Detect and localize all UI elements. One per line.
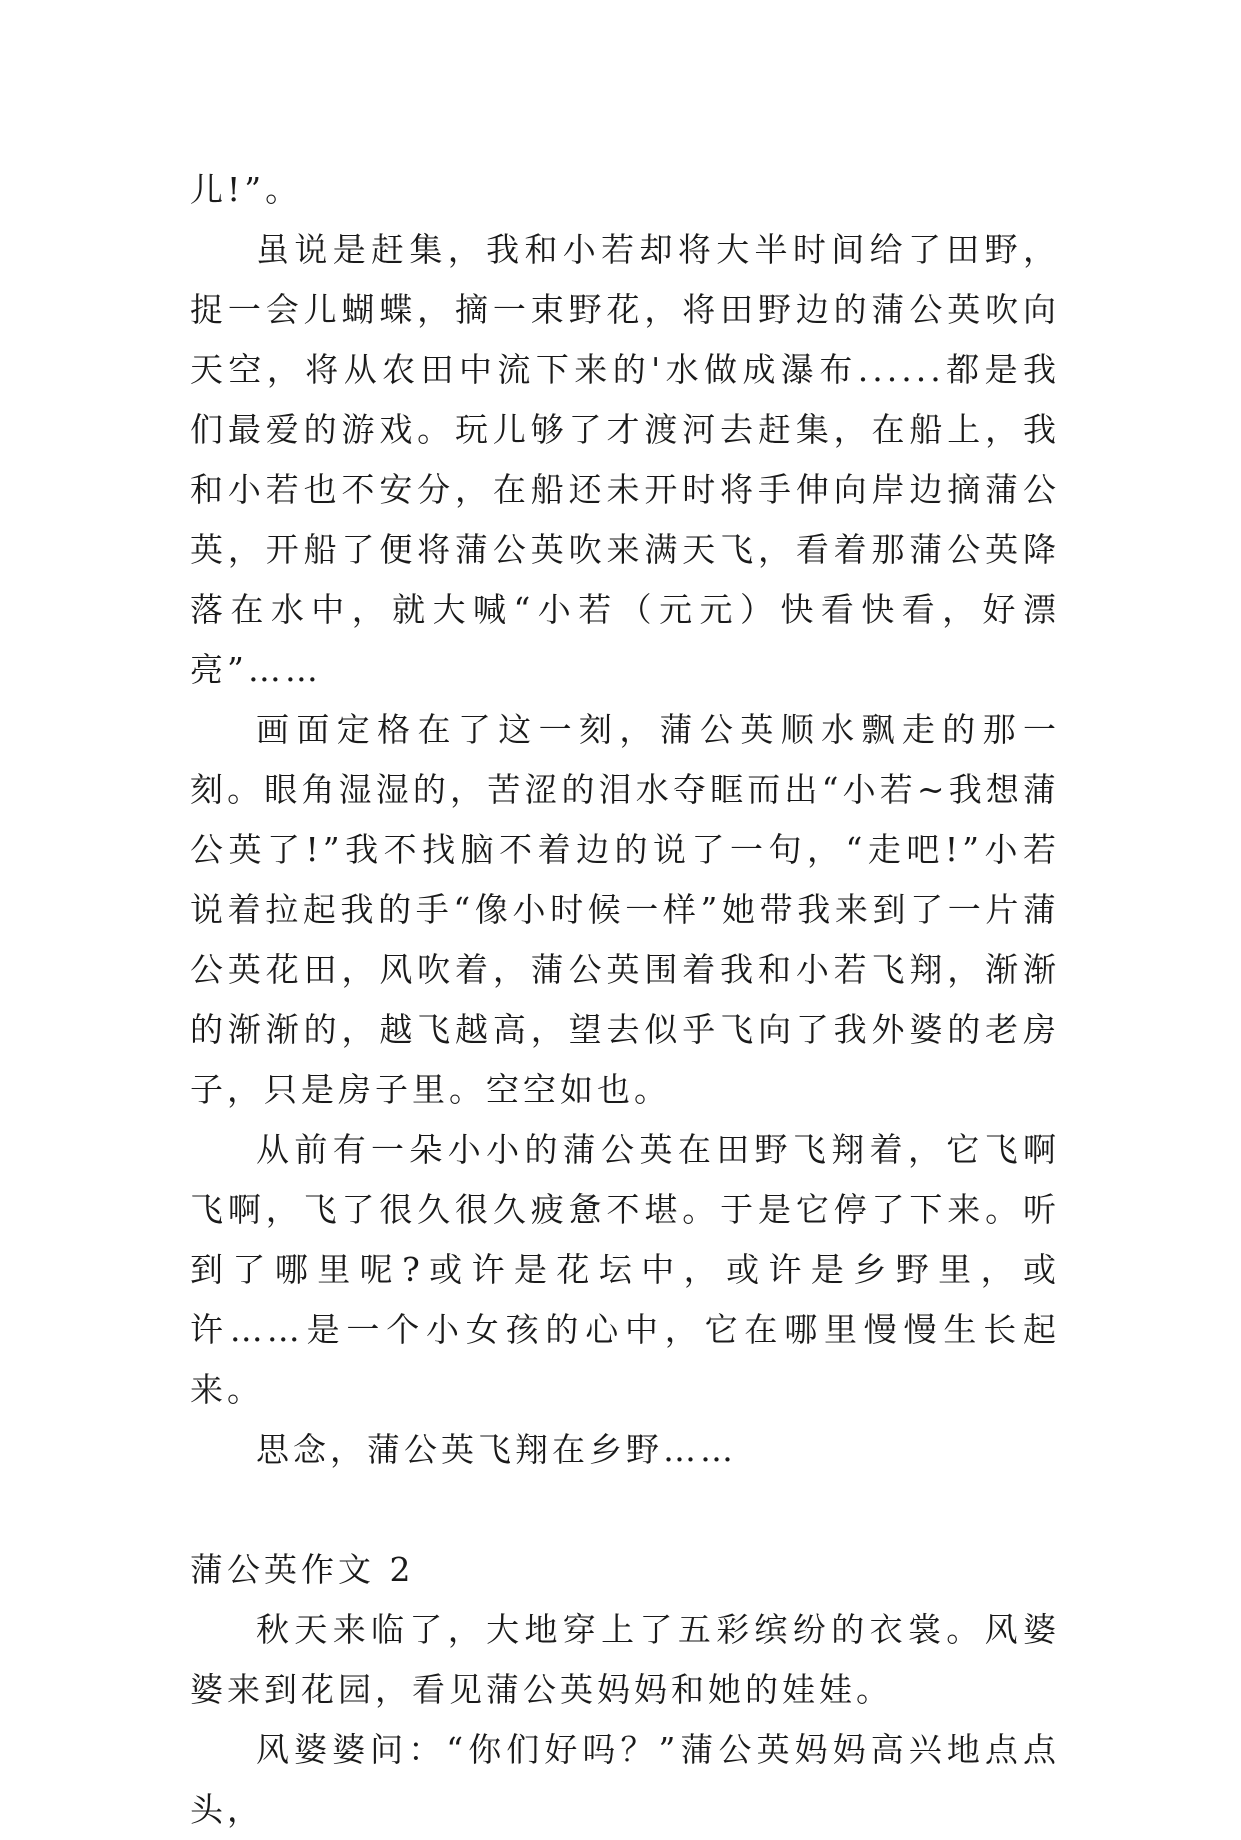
section-heading: 蒲公英作文 2: [190, 1550, 415, 1589]
paragraph: 画面定格在了这一刻，蒲公英顺水飘走的那一刻。眼角湿湿的，苦涩的泪水夺眶而出“小若~我想蒲公英了!”我不找脑不着边的说了一句，“走吧!”小若说着拉起我的手“像小时候一样”她带我来到了一片蒲公英花田，风吹着，蒲公英围着我和小若飞翔，渐渐的渐渐的，越飞越高，望去似乎飞向了我外婆的老房子，只是房子里。空空如也。: [190, 710, 1060, 1109]
document-body: [190, 160, 1060, 1840]
paragraph: 思念，蒲公英飞翔在乡野……: [256, 1430, 737, 1469]
continuation-text: 儿!”。: [190, 170, 303, 209]
paragraph: 从前有一朵小小的蒲公英在田野飞翔着，它飞啊飞啊，飞了很久很久疲惫不堪。于是它停了下来。听到了哪里呢?或许是花坛中，或许是乡野里，或许……是一个小女孩的心中，它在哪里慢慢生长起来。: [190, 1130, 1060, 1409]
paragraph: 秋天来临了，大地穿上了五彩缤纷的衣裳。风婆婆来到花园，看见蒲公英妈妈和她的娃娃。: [190, 1610, 1060, 1709]
paragraph: 风婆婆问：“你们好吗？”蒲公英妈妈高兴地点点头，: [190, 1730, 1060, 1829]
paragraph: 虽说是赶集，我和小若却将大半时间给了田野，捉一会儿蝴蝶，摘一束野花，将田野边的蒲公英吹向天空，将从农田中流下来的'水做成瀑布......都是我们最爱的游戏。玩儿够了才渡河去赶集，在船上，我和小若也不安分，在船还未开时将手伸向岸边摘蒲公英，开船了便将蒲公英吹来满天飞，看着那蒲公英降落在水中，就大喊“小若（元元）快看快看，好漂亮”……: [190, 230, 1060, 689]
